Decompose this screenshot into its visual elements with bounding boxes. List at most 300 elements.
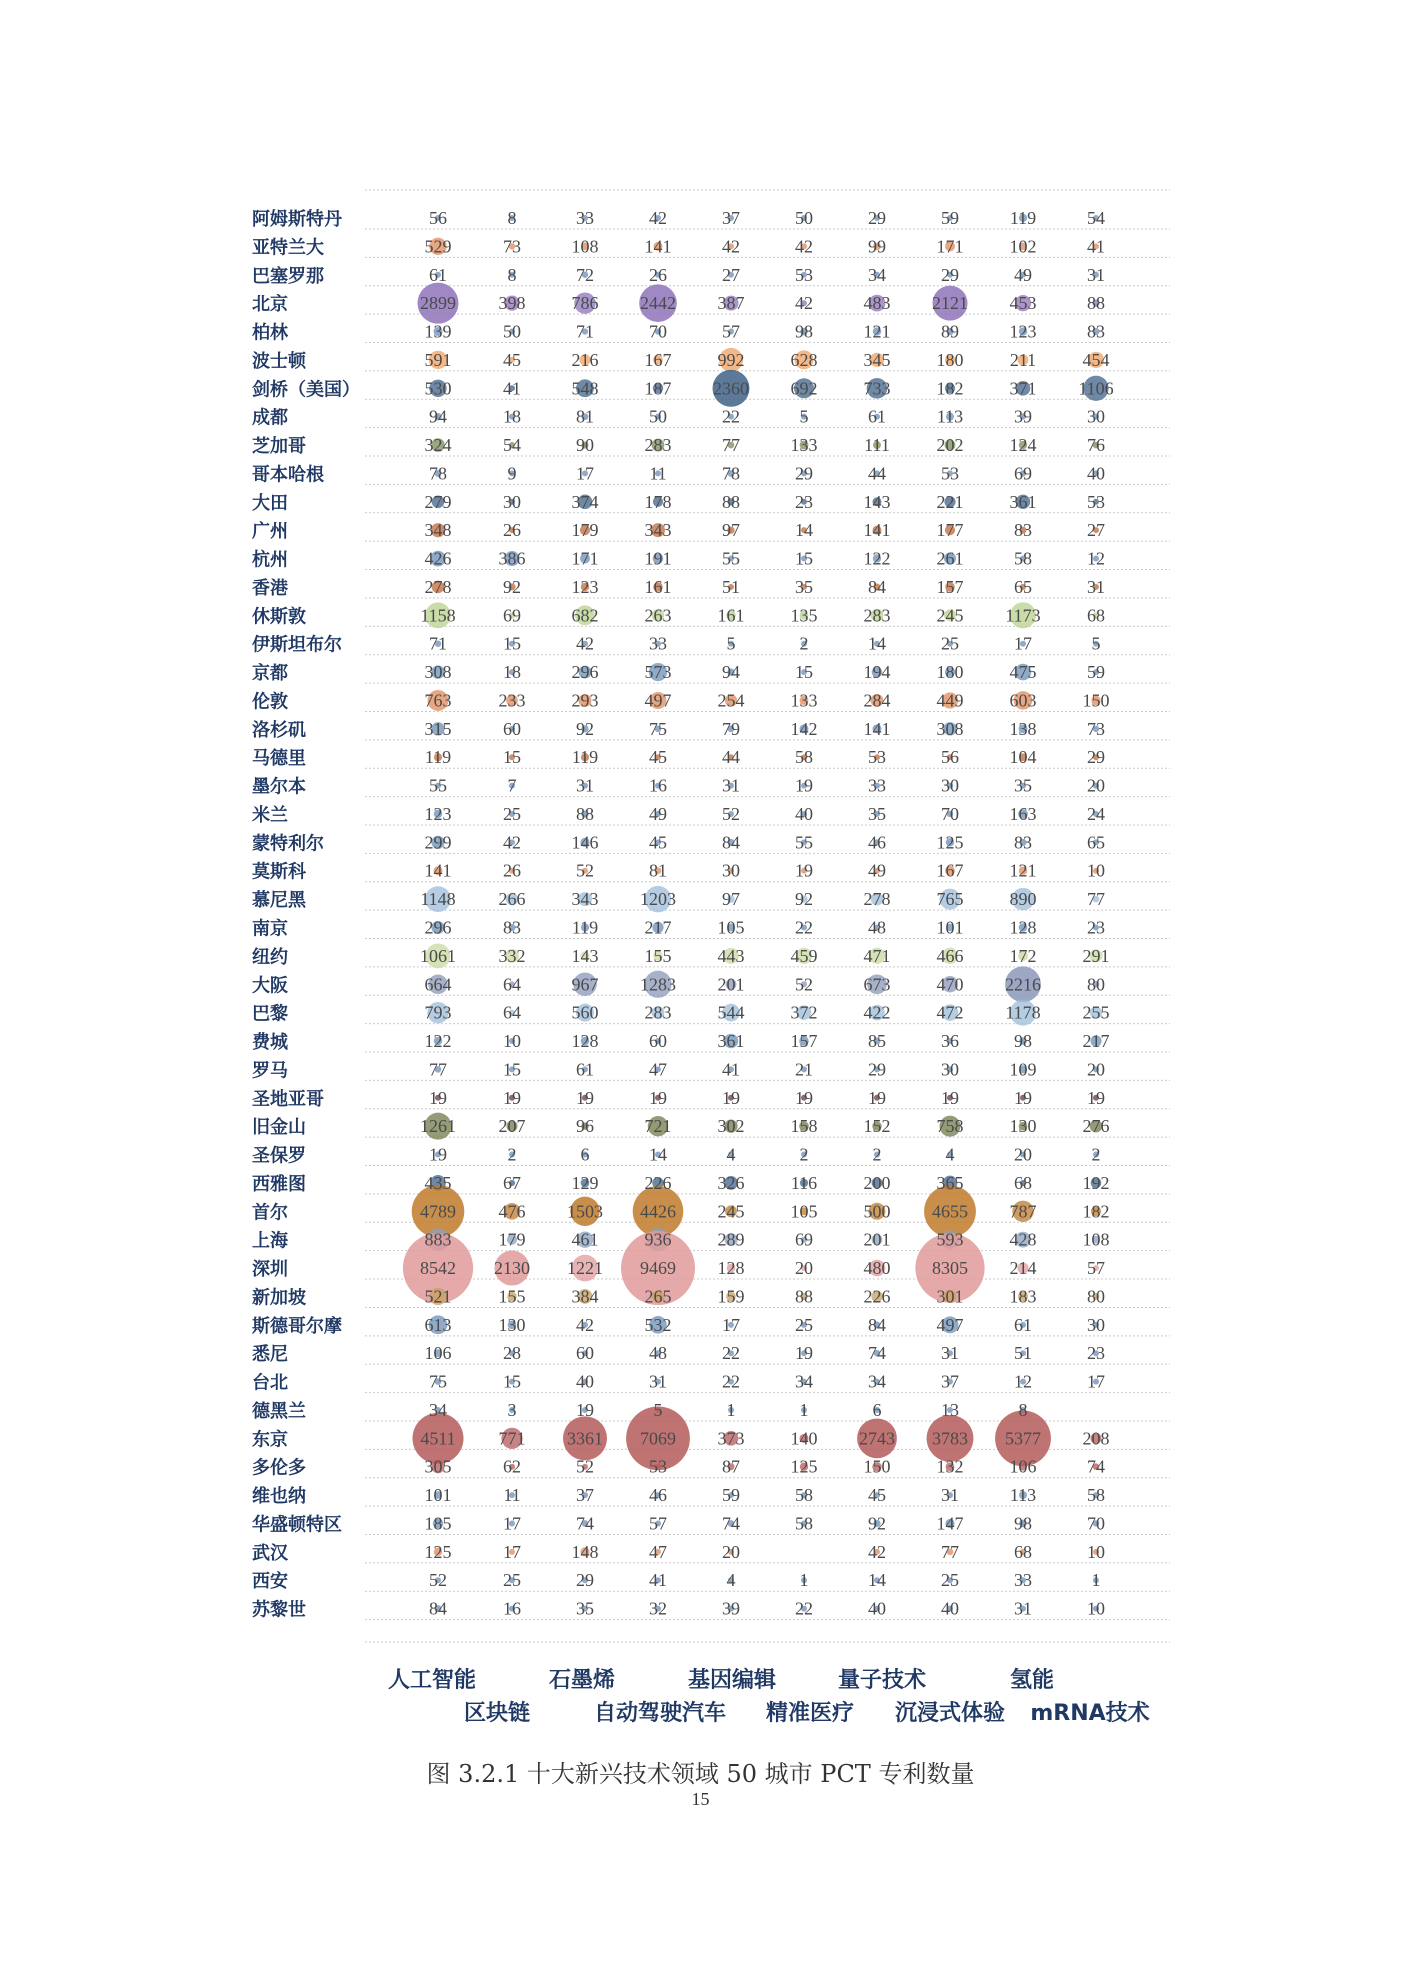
value-label: 1 <box>726 1399 736 1420</box>
value-label: 29 <box>576 1570 594 1591</box>
value-label: 29 <box>868 1059 886 1080</box>
value-label: 139 <box>424 321 452 342</box>
value-label: 140 <box>790 1428 818 1449</box>
value-label: 343 <box>571 889 599 910</box>
value-label: 31 <box>1087 576 1105 597</box>
value-label: 459 <box>790 945 818 966</box>
value-label: 182 <box>936 378 964 399</box>
value-label: 266 <box>498 889 526 910</box>
value-label: 9 <box>507 463 517 484</box>
value-label: 19 <box>649 1087 667 1108</box>
value-label: 76 <box>1087 435 1105 456</box>
value-label: 10 <box>503 1031 521 1052</box>
value-label: 52 <box>795 974 813 995</box>
value-label: 56 <box>429 208 447 228</box>
value-label: 1 <box>799 1399 809 1420</box>
value-label: 34 <box>868 1371 886 1392</box>
value-label: 283 <box>644 1002 672 1023</box>
value-label: 54 <box>1087 208 1105 228</box>
city-label: 罗马 <box>252 1060 288 1082</box>
value-label: 6 <box>580 1144 590 1165</box>
value-label: 179 <box>571 520 599 541</box>
value-label: 305 <box>424 1456 452 1477</box>
value-label: 141 <box>863 520 891 541</box>
value-label: 24 <box>1087 803 1105 824</box>
value-label: 372 <box>790 1002 818 1023</box>
value-label: 163 <box>1009 803 1037 824</box>
value-label: 1221 <box>567 1258 603 1279</box>
label-layer <box>252 208 1114 1621</box>
city-label: 巴塞罗那 <box>252 265 324 287</box>
city-label: 深圳 <box>252 1259 288 1281</box>
value-label: 79 <box>722 718 740 739</box>
value-label: 87 <box>722 1456 740 1477</box>
value-label: 771 <box>498 1428 526 1449</box>
value-label: 20 <box>1014 1144 1032 1165</box>
value-label: 31 <box>576 775 594 796</box>
value-label: 119 <box>424 747 452 768</box>
city-label: 巴黎 <box>252 1003 288 1025</box>
value-label: 8305 <box>932 1258 968 1279</box>
value-label: 6 <box>872 1399 882 1420</box>
value-label: 2216 <box>1005 974 1041 995</box>
value-label: 17 <box>503 1513 521 1534</box>
value-label: 89 <box>941 321 959 342</box>
city-label: 阿姆斯特丹 <box>252 209 342 230</box>
value-label: 15 <box>503 1371 521 1392</box>
value-label: 123 <box>571 576 599 597</box>
value-label: 132 <box>936 1456 964 1477</box>
value-label: 155 <box>498 1286 526 1307</box>
value-label: 296 <box>571 662 599 683</box>
value-label: 28 <box>503 1343 521 1364</box>
value-label: 345 <box>863 349 891 370</box>
value-label: 83 <box>1014 832 1032 853</box>
value-label: 733 <box>863 378 891 399</box>
value-label: 1203 <box>640 889 676 910</box>
value-label: 19 <box>576 1087 594 1108</box>
value-label: 55 <box>722 548 740 569</box>
value-label: 179 <box>498 1229 526 1250</box>
value-label: 324 <box>424 435 452 456</box>
value-label: 15 <box>503 1059 521 1080</box>
value-label: 182 <box>1082 1201 1110 1222</box>
value-label: 60 <box>576 1343 594 1364</box>
value-label: 15 <box>503 747 521 768</box>
value-label: 167 <box>644 349 672 370</box>
value-label: 883 <box>424 1229 452 1250</box>
value-label: 454 <box>1082 349 1110 370</box>
value-label: 27 <box>722 264 740 285</box>
value-label: 133 <box>790 435 818 456</box>
value-label: 84 <box>722 832 740 853</box>
value-label: 211 <box>1009 349 1037 370</box>
value-label: 102 <box>1009 236 1037 257</box>
value-label: 2 <box>799 1144 809 1165</box>
value-label: 18 <box>503 662 521 683</box>
value-label: 5 <box>1091 633 1101 654</box>
value-label: 31 <box>941 1485 959 1506</box>
value-label: 283 <box>644 435 672 456</box>
value-label: 50 <box>795 208 813 228</box>
legend-category: mRNA技术 <box>1030 1701 1150 1726</box>
city-label: 西雅图 <box>252 1173 306 1195</box>
value-label: 361 <box>1009 491 1037 512</box>
city-label: 华盛顿特区 <box>252 1514 342 1536</box>
value-label: 77 <box>1087 889 1105 910</box>
city-label: 伦敦 <box>252 691 288 713</box>
legend-category: 精准医疗 <box>765 1701 855 1726</box>
value-label: 88 <box>795 1286 813 1307</box>
city-label: 莫斯科 <box>252 861 306 883</box>
value-label: 178 <box>644 491 672 512</box>
value-label: 67 <box>503 1172 521 1193</box>
value-label: 302 <box>717 1116 745 1137</box>
value-label: 276 <box>1082 1116 1110 1137</box>
value-label: 207 <box>498 1116 526 1137</box>
value-label: 1283 <box>640 974 676 995</box>
legend-category: 人工智能 <box>387 1668 477 1693</box>
city-label: 香港 <box>252 577 288 599</box>
value-label: 10 <box>1087 1541 1105 1562</box>
value-label: 5 <box>653 1399 663 1420</box>
city-label: 台北 <box>252 1372 288 1394</box>
value-label: 4 <box>726 1144 736 1165</box>
value-label: 31 <box>1087 264 1105 285</box>
value-label: 74 <box>1087 1456 1105 1477</box>
value-label: 44 <box>868 463 886 484</box>
legend-category: 量子技术 <box>837 1668 927 1693</box>
value-label: 19 <box>795 775 813 796</box>
value-label: 9469 <box>640 1258 676 1279</box>
value-label: 1106 <box>1078 378 1114 399</box>
value-label: 326 <box>717 1172 745 1193</box>
value-label: 52 <box>722 803 740 824</box>
value-label: 101 <box>936 917 964 938</box>
value-label: 208 <box>1082 1428 1110 1449</box>
city-label: 多伦多 <box>252 1457 306 1479</box>
value-label: 58 <box>795 1485 813 1506</box>
value-label: 603 <box>1009 690 1037 711</box>
city-label: 德黑兰 <box>252 1400 306 1422</box>
city-label: 马德里 <box>252 748 306 770</box>
value-label: 32 <box>649 1598 667 1619</box>
value-label: 65 <box>1014 576 1032 597</box>
value-label: 26 <box>649 264 667 285</box>
value-label: 62 <box>503 1456 521 1477</box>
value-label: 130 <box>1009 1116 1037 1137</box>
value-label: 53 <box>868 747 886 768</box>
city-label: 哥本哈根 <box>252 464 324 486</box>
value-label: 83 <box>1014 520 1032 541</box>
value-label: 74 <box>868 1343 886 1364</box>
value-label: 161 <box>644 576 672 597</box>
value-label: 7069 <box>640 1428 676 1449</box>
city-label: 杭州 <box>252 549 288 571</box>
value-label: 2130 <box>494 1258 530 1279</box>
value-label: 278 <box>863 889 891 910</box>
value-label: 123 <box>424 803 452 824</box>
value-label: 2743 <box>859 1428 895 1449</box>
value-label: 41 <box>722 1059 740 1080</box>
city-label: 武汉 <box>252 1542 288 1564</box>
value-label: 544 <box>717 1002 745 1023</box>
value-label: 664 <box>424 974 452 995</box>
value-label: 111 <box>864 435 890 456</box>
page-number: 15 <box>691 1789 710 1809</box>
value-label: 37 <box>576 1485 594 1506</box>
city-label: 旧金山 <box>252 1117 306 1139</box>
value-label: 73 <box>503 236 521 257</box>
value-label: 758 <box>936 1116 964 1137</box>
value-label: 12 <box>1014 1371 1032 1392</box>
city-label: 西安 <box>252 1571 288 1593</box>
value-label: 361 <box>717 1031 745 1052</box>
value-label: 33 <box>1014 1570 1032 1591</box>
value-label: 308 <box>424 662 452 683</box>
value-label: 50 <box>503 321 521 342</box>
value-label: 42 <box>649 208 667 228</box>
value-label: 2899 <box>420 293 456 314</box>
value-label: 573 <box>644 662 672 683</box>
value-label: 122 <box>424 1031 452 1052</box>
value-label: 521 <box>424 1286 452 1307</box>
value-label: 449 <box>936 690 964 711</box>
value-label: 55 <box>795 832 813 853</box>
value-label: 19 <box>795 1343 813 1364</box>
city-label: 伊斯坦布尔 <box>252 634 342 656</box>
value-label: 4 <box>726 1570 736 1591</box>
value-label: 53 <box>941 463 959 484</box>
value-label: 279 <box>424 491 452 512</box>
value-label: 2121 <box>932 293 968 314</box>
city-label: 京都 <box>252 663 288 685</box>
value-label: 85 <box>868 1031 886 1052</box>
value-label: 172 <box>1009 945 1037 966</box>
value-label: 69 <box>1014 463 1032 484</box>
value-label: 65 <box>1087 832 1105 853</box>
value-label: 283 <box>863 605 891 626</box>
value-label: 245 <box>936 605 964 626</box>
value-label: 23 <box>1087 1343 1105 1364</box>
value-label: 221 <box>936 491 964 512</box>
value-label: 159 <box>717 1286 745 1307</box>
value-label: 58 <box>795 747 813 768</box>
value-label: 296 <box>424 917 452 938</box>
value-label: 17 <box>722 1314 740 1335</box>
city-label: 米兰 <box>252 804 288 826</box>
value-label: 2442 <box>640 293 676 314</box>
value-label: 299 <box>424 832 452 853</box>
value-label: 44 <box>722 747 740 768</box>
value-label: 185 <box>424 1513 452 1534</box>
value-label: 5 <box>799 406 809 427</box>
value-label: 81 <box>576 406 594 427</box>
value-label: 26 <box>503 520 521 541</box>
value-label: 20 <box>722 1541 740 1562</box>
value-label: 105 <box>717 917 745 938</box>
value-label: 88 <box>722 491 740 512</box>
value-label: 398 <box>498 293 526 314</box>
value-label: 34 <box>795 1371 813 1392</box>
city-label: 广州 <box>252 521 288 543</box>
value-label: 20 <box>1087 1059 1105 1080</box>
value-label: 133 <box>790 690 818 711</box>
value-label: 483 <box>863 293 891 314</box>
value-label: 343 <box>644 520 672 541</box>
value-label: 500 <box>863 1201 891 1222</box>
value-label: 31 <box>722 775 740 796</box>
value-label: 673 <box>863 974 891 995</box>
city-label: 大阪 <box>252 975 288 997</box>
value-label: 217 <box>1082 1031 1110 1052</box>
city-label: 维也纳 <box>252 1486 306 1508</box>
value-label: 53 <box>795 264 813 285</box>
value-label: 42 <box>503 832 521 853</box>
city-label: 东京 <box>252 1429 288 1451</box>
value-label: 39 <box>722 1598 740 1619</box>
value-label: 3783 <box>932 1428 968 1449</box>
value-label: 68 <box>1087 605 1105 626</box>
value-label: 40 <box>868 1598 886 1619</box>
value-label: 180 <box>936 662 964 683</box>
value-label: 53 <box>1087 491 1105 512</box>
value-label: 721 <box>644 1116 672 1137</box>
value-label: 52 <box>429 1570 447 1591</box>
value-label: 74 <box>722 1513 740 1534</box>
city-label: 墨尔本 <box>252 776 306 798</box>
value-label: 214 <box>1009 1258 1037 1279</box>
value-label: 42 <box>722 236 740 257</box>
value-label: 890 <box>1009 889 1037 910</box>
value-label: 37 <box>722 208 740 228</box>
value-label: 387 <box>717 293 745 314</box>
value-label: 2 <box>507 1144 517 1165</box>
city-label: 圣保罗 <box>252 1145 306 1167</box>
value-label: 57 <box>649 1513 667 1534</box>
value-label: 33 <box>576 208 594 228</box>
value-label: 371 <box>1009 378 1037 399</box>
value-label: 30 <box>941 775 959 796</box>
value-label: 593 <box>936 1229 964 1250</box>
value-label: 233 <box>498 690 526 711</box>
city-label: 慕尼黑 <box>252 890 306 912</box>
value-label: 373 <box>717 1428 745 1449</box>
value-label: 47 <box>649 1059 667 1080</box>
value-label: 98 <box>1014 1031 1032 1052</box>
value-label: 61 <box>576 1059 594 1080</box>
value-label: 471 <box>863 945 891 966</box>
value-label: 40 <box>795 803 813 824</box>
city-label: 圣地亚哥 <box>252 1088 324 1110</box>
value-label: 497 <box>936 1314 964 1335</box>
value-label: 19 <box>503 1087 521 1108</box>
value-label: 158 <box>790 1116 818 1137</box>
value-label: 138 <box>1009 718 1037 739</box>
value-label: 4511 <box>420 1428 456 1449</box>
value-label: 141 <box>863 718 891 739</box>
value-label: 17 <box>1014 633 1032 654</box>
value-label: 384 <box>571 1286 599 1307</box>
value-label: 3361 <box>567 1428 603 1449</box>
value-label: 52 <box>576 860 594 881</box>
value-label: 3 <box>507 1399 517 1420</box>
value-label: 69 <box>503 605 521 626</box>
value-label: 466 <box>936 945 964 966</box>
value-label: 42 <box>576 1314 594 1335</box>
value-label: 13 <box>941 1399 959 1420</box>
value-label: 19 <box>429 1087 447 1108</box>
value-label: 80 <box>1087 1286 1105 1307</box>
value-label: 1061 <box>420 945 456 966</box>
value-label: 278 <box>424 576 452 597</box>
value-label: 11 <box>649 463 667 484</box>
value-label: 90 <box>576 435 594 456</box>
value-label: 245 <box>717 1201 745 1222</box>
value-label: 787 <box>1009 1201 1037 1222</box>
value-label: 443 <box>717 945 745 966</box>
city-label: 洛杉矶 <box>252 719 306 741</box>
value-label: 22 <box>722 406 740 427</box>
value-label: 58 <box>1087 1485 1105 1506</box>
value-label: 226 <box>644 1172 672 1193</box>
value-label: 68 <box>1014 1172 1032 1193</box>
value-label: 31 <box>649 1371 667 1392</box>
value-label: 60 <box>503 718 521 739</box>
value-label: 16 <box>649 775 667 796</box>
value-label: 83 <box>503 917 521 938</box>
value-label: 255 <box>1082 1002 1110 1023</box>
value-label: 108 <box>571 236 599 257</box>
value-label: 765 <box>936 889 964 910</box>
value-label: 42 <box>868 1541 886 1562</box>
city-label: 新加坡 <box>252 1287 306 1309</box>
value-label: 30 <box>722 860 740 881</box>
value-label: 284 <box>863 690 891 711</box>
value-label: 40 <box>941 1598 959 1619</box>
value-label: 628 <box>790 349 818 370</box>
value-label: 202 <box>936 435 964 456</box>
value-label: 470 <box>936 974 964 995</box>
value-label: 97 <box>722 889 740 910</box>
value-label: 61 <box>1014 1314 1032 1335</box>
value-label: 72 <box>576 264 594 285</box>
value-label: 123 <box>1009 321 1037 342</box>
value-label: 289 <box>717 1229 745 1250</box>
value-label: 81 <box>649 860 667 881</box>
value-label: 10 <box>1087 1598 1105 1619</box>
value-label: 33 <box>649 633 667 654</box>
value-label: 74 <box>576 1513 594 1534</box>
value-label: 453 <box>1009 293 1037 314</box>
value-label: 19 <box>795 1087 813 1108</box>
value-label: 105 <box>790 1201 818 1222</box>
value-label: 45 <box>649 832 667 853</box>
value-label: 25 <box>795 1314 813 1335</box>
value-label: 77 <box>429 1059 447 1080</box>
city-label: 成都 <box>252 407 288 429</box>
value-label: 25 <box>941 633 959 654</box>
value-label: 35 <box>868 803 886 824</box>
value-label: 41 <box>1087 236 1105 257</box>
value-label: 42 <box>576 633 594 654</box>
value-label: 121 <box>1009 860 1037 881</box>
value-label: 47 <box>649 1541 667 1562</box>
value-label: 15 <box>795 548 813 569</box>
value-label: 428 <box>1009 1229 1037 1250</box>
city-label: 苏黎世 <box>252 1599 306 1621</box>
value-label: 472 <box>936 1002 964 1023</box>
